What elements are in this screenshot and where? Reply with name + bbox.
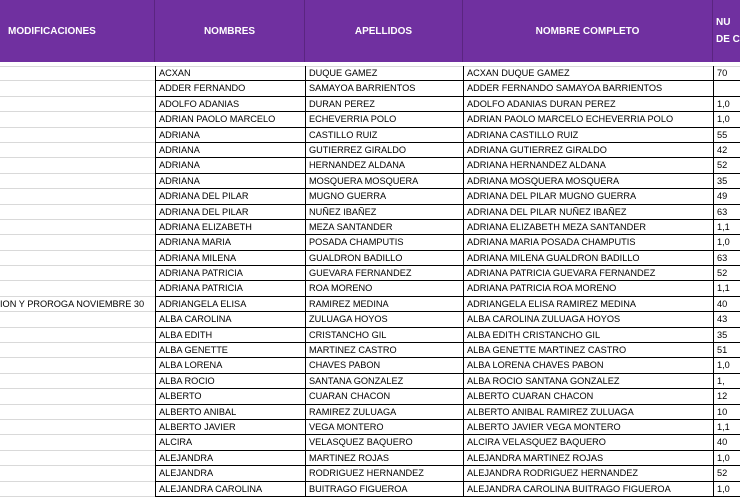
- cell-nombre-completo[interactable]: ALBA CAROLINA ZULUAGA HOYOS: [463, 312, 713, 327]
- cell-apellidos[interactable]: GUALDRON BADILLO: [305, 251, 463, 266]
- cell-nombres[interactable]: ADRIANA MARIA: [155, 235, 305, 250]
- cell-nombres[interactable]: ADRIANGELA ELISA: [155, 297, 305, 312]
- cell-nombres[interactable]: ALBA GENETTE: [155, 343, 305, 358]
- cell-numero[interactable]: 1,1: [713, 420, 740, 435]
- cell-modificaciones[interactable]: [0, 205, 155, 220]
- cell-modificaciones[interactable]: [0, 389, 155, 404]
- cell-modificaciones[interactable]: [0, 405, 155, 420]
- cell-nombres[interactable]: ADRIANA PATRICIA: [155, 281, 305, 296]
- cell-nombre-completo[interactable]: ACXAN DUQUE GAMEZ: [463, 66, 713, 81]
- cell-numero[interactable]: 63: [713, 251, 740, 266]
- table-row: [0, 343, 740, 358]
- cell-nombres[interactable]: ALBERTO ANIBAL: [155, 405, 305, 420]
- cell-numero[interactable]: 52: [713, 158, 740, 173]
- table-row: [0, 128, 740, 143]
- cell-numero[interactable]: 51: [713, 343, 740, 358]
- cell-numero[interactable]: 1,0: [713, 112, 740, 127]
- table-row: [0, 97, 740, 112]
- cell-modificaciones[interactable]: [0, 266, 155, 281]
- table-row: [0, 435, 740, 450]
- cell-apellidos[interactable]: DUQUE GAMEZ: [305, 66, 463, 81]
- cell-apellidos[interactable]: MARTINEZ CASTRO: [305, 343, 463, 358]
- table-row: [0, 205, 740, 220]
- cell-modificaciones[interactable]: [0, 466, 155, 481]
- header-nombre-completo[interactable]: NOMBRE COMPLETO: [463, 0, 713, 62]
- table-row: [0, 358, 740, 373]
- table-body: [0, 66, 740, 497]
- cell-nombres[interactable]: ADRIANA: [155, 158, 305, 173]
- cell-numero[interactable]: 70: [713, 66, 740, 81]
- cell-apellidos[interactable]: MOSQUERA MOSQUERA: [305, 174, 463, 189]
- table-row: [0, 251, 740, 266]
- cell-nombre-completo[interactable]: ADRIANA CASTILLO RUIZ: [463, 128, 713, 143]
- cell-modificaciones[interactable]: [0, 420, 155, 435]
- table-row: [0, 158, 740, 173]
- cell-modificaciones[interactable]: [0, 97, 155, 112]
- cell-apellidos[interactable]: SAMAYOA BARRIENTOS: [305, 81, 463, 96]
- cell-numero[interactable]: 12: [713, 389, 740, 404]
- table-row: [0, 174, 740, 189]
- cell-nombres[interactable]: ADDER FERNANDO: [155, 81, 305, 96]
- table-row: [0, 420, 740, 435]
- cell-numero[interactable]: 42: [713, 143, 740, 158]
- cell-modificaciones[interactable]: [0, 81, 155, 96]
- cell-modificaciones[interactable]: [0, 66, 155, 81]
- cell-nombres[interactable]: ADRIANA PATRICIA: [155, 266, 305, 281]
- cell-numero[interactable]: 52: [713, 266, 740, 281]
- cell-nombres[interactable]: ALCIRA: [155, 435, 305, 450]
- cell-nombre-completo[interactable]: ADRIANA ELIZABETH MEZA SANTANDER: [463, 220, 713, 235]
- cell-nombres[interactable]: ALEJANDRA: [155, 466, 305, 481]
- cell-nombre-completo[interactable]: ALCIRA VELASQUEZ BAQUERO: [463, 435, 713, 450]
- cell-numero[interactable]: 1,1: [713, 281, 740, 296]
- header-apellidos[interactable]: APELLIDOS: [305, 0, 463, 62]
- cell-apellidos[interactable]: ZULUAGA HOYOS: [305, 312, 463, 327]
- cell-apellidos[interactable]: NUÑEZ IBAÑEZ: [305, 205, 463, 220]
- header-modificaciones[interactable]: MODIFICACIONES: [0, 0, 155, 62]
- cell-modificaciones[interactable]: [0, 128, 155, 143]
- cell-apellidos[interactable]: MUGNO GUERRA: [305, 189, 463, 204]
- cell-numero[interactable]: 55: [713, 128, 740, 143]
- cell-apellidos[interactable]: HERNANDEZ ALDANA: [305, 158, 463, 173]
- cell-modificaciones[interactable]: [0, 343, 155, 358]
- cell-nombre-completo[interactable]: ADRIANA MOSQUERA MOSQUERA: [463, 174, 713, 189]
- cell-nombres[interactable]: ALEJANDRA: [155, 451, 305, 466]
- cell-apellidos[interactable]: CHAVES PABON: [305, 358, 463, 373]
- cell-nombre-completo[interactable]: ADOLFO ADANIAS DURAN PEREZ: [463, 97, 713, 112]
- cell-nombres[interactable]: ADRIANA DEL PILAR: [155, 189, 305, 204]
- cell-nombre-completo[interactable]: ADDER FERNANDO SAMAYOA BARRIENTOS: [463, 81, 713, 96]
- cell-numero[interactable]: 52: [713, 466, 740, 481]
- cell-nombre-completo[interactable]: ALBERTO JAVIER VEGA MONTERO: [463, 420, 713, 435]
- cell-apellidos[interactable]: CUARAN CHACON: [305, 389, 463, 404]
- cell-numero[interactable]: 10: [713, 405, 740, 420]
- table-row: [0, 112, 740, 127]
- cell-modificaciones[interactable]: [0, 482, 155, 497]
- cell-apellidos[interactable]: RAMIREZ MEDINA: [305, 297, 463, 312]
- header-nombres[interactable]: NOMBRES: [155, 0, 305, 62]
- table-row: [0, 189, 740, 204]
- cell-nombre-completo[interactable]: ADRIANGELA ELISA RAMIREZ MEDINA: [463, 297, 713, 312]
- cell-apellidos[interactable]: CASTILLO RUIZ: [305, 128, 463, 143]
- cell-nombres[interactable]: ADRIANA: [155, 174, 305, 189]
- cell-modificaciones[interactable]: [0, 328, 155, 343]
- cell-modificaciones[interactable]: [0, 251, 155, 266]
- cell-nombres[interactable]: ACXAN: [155, 66, 305, 81]
- cell-nombre-completo[interactable]: ALEJANDRA CAROLINA BUITRAGO FIGUEROA: [463, 482, 713, 497]
- cell-modificaciones[interactable]: [0, 189, 155, 204]
- table-row: [0, 143, 740, 158]
- cell-apellidos[interactable]: GUEVARA FERNANDEZ: [305, 266, 463, 281]
- cell-apellidos[interactable]: VELASQUEZ BAQUERO: [305, 435, 463, 450]
- cell-numero[interactable]: 40: [713, 297, 740, 312]
- cell-nombre-completo[interactable]: ALBA ROCIO SANTANA GONZALEZ: [463, 374, 713, 389]
- cell-nombres[interactable]: ALBERTO: [155, 389, 305, 404]
- cell-nombre-completo[interactable]: ALBERTO CUARAN CHACON: [463, 389, 713, 404]
- cell-modificaciones[interactable]: [0, 312, 155, 327]
- table-row: [0, 374, 740, 389]
- header-numero-line1: NU: [716, 17, 731, 28]
- table-row: [0, 405, 740, 420]
- cell-modificaciones[interactable]: [0, 235, 155, 250]
- table-row: [0, 297, 740, 312]
- cell-apellidos[interactable]: MEZA SANTANDER: [305, 220, 463, 235]
- cell-nombres[interactable]: ADRIANA ELIZABETH: [155, 220, 305, 235]
- cell-nombre-completo[interactable]: ALBERTO ANIBAL RAMIREZ ZULUAGA: [463, 405, 713, 420]
- cell-numero[interactable]: 49: [713, 189, 740, 204]
- cell-numero[interactable]: 1,0: [713, 97, 740, 112]
- cell-modificaciones[interactable]: ION Y PROROGA NOVIEMBRE 30: [0, 297, 155, 312]
- table-row: [0, 466, 740, 481]
- cell-nombres[interactable]: ALBA LORENA: [155, 358, 305, 373]
- table-row: [0, 66, 740, 81]
- table-row: [0, 220, 740, 235]
- cell-apellidos[interactable]: BUITRAGO FIGUEROA: [305, 482, 463, 497]
- cell-nombre-completo[interactable]: ADRIANA HERNANDEZ ALDANA: [463, 158, 713, 173]
- cell-apellidos[interactable]: MARTINEZ ROJAS: [305, 451, 463, 466]
- cell-numero[interactable]: 35: [713, 174, 740, 189]
- cell-nombres[interactable]: ADRIANA: [155, 128, 305, 143]
- cell-nombre-completo[interactable]: ALBA LORENA CHAVES PABON: [463, 358, 713, 373]
- table-row: [0, 312, 740, 327]
- cell-modificaciones[interactable]: [0, 435, 155, 450]
- cell-apellidos[interactable]: ROA MORENO: [305, 281, 463, 296]
- cell-nombres[interactable]: ALBA ROCIO: [155, 374, 305, 389]
- table-row: [0, 482, 740, 497]
- table-row: [0, 235, 740, 250]
- cell-nombre-completo[interactable]: ALBA GENETTE MARTINEZ CASTRO: [463, 343, 713, 358]
- cell-nombre-completo[interactable]: ALEJANDRA MARTINEZ ROJAS: [463, 451, 713, 466]
- cell-nombres[interactable]: ALBERTO JAVIER: [155, 420, 305, 435]
- cell-modificaciones[interactable]: [0, 220, 155, 235]
- cell-apellidos[interactable]: DURAN PEREZ: [305, 97, 463, 112]
- cell-numero[interactable]: 43: [713, 312, 740, 327]
- cell-nombre-completo[interactable]: ADRIANA DEL PILAR MUGNO GUERRA: [463, 189, 713, 204]
- cell-numero[interactable]: [713, 81, 740, 96]
- header-row: [0, 0, 740, 62]
- cell-nombre-completo[interactable]: ALBA EDITH CRISTANCHO GIL: [463, 328, 713, 343]
- cell-numero[interactable]: 1,0: [713, 358, 740, 373]
- cell-apellidos[interactable]: VEGA MONTERO: [305, 420, 463, 435]
- cell-modificaciones[interactable]: [0, 174, 155, 189]
- cell-nombre-completo[interactable]: ADRIANA PATRICIA GUEVARA FERNANDEZ: [463, 266, 713, 281]
- cell-nombre-completo[interactable]: ADRIANA GUTIERREZ GIRALDO: [463, 143, 713, 158]
- cell-apellidos[interactable]: RAMIREZ ZULUAGA: [305, 405, 463, 420]
- table-row: [0, 328, 740, 343]
- cell-numero[interactable]: 35: [713, 328, 740, 343]
- cell-apellidos[interactable]: POSADA CHAMPUTIS: [305, 235, 463, 250]
- cell-nombre-completo[interactable]: ADRIAN PAOLO MARCELO ECHEVERRIA POLO: [463, 112, 713, 127]
- cell-apellidos[interactable]: SANTANA GONZALEZ: [305, 374, 463, 389]
- cell-modificaciones[interactable]: [0, 158, 155, 173]
- cell-nombre-completo[interactable]: ADRIANA DEL PILAR NUÑEZ IBAÑEZ: [463, 205, 713, 220]
- table-row: [0, 266, 740, 281]
- cell-apellidos[interactable]: CRISTANCHO GIL: [305, 328, 463, 343]
- cell-nombres[interactable]: ALBA CAROLINA: [155, 312, 305, 327]
- cell-nombre-completo[interactable]: ADRIANA MILENA GUALDRON BADILLO: [463, 251, 713, 266]
- cell-apellidos[interactable]: GUTIERREZ GIRALDO: [305, 143, 463, 158]
- table-row: [0, 81, 740, 96]
- cell-numero[interactable]: 63: [713, 205, 740, 220]
- cell-nombres[interactable]: ADRIANA DEL PILAR: [155, 205, 305, 220]
- cell-nombres[interactable]: ADRIANA: [155, 143, 305, 158]
- cell-nombres[interactable]: ADRIAN PAOLO MARCELO: [155, 112, 305, 127]
- cell-nombres[interactable]: ALEJANDRA CAROLINA: [155, 482, 305, 497]
- cell-modificaciones[interactable]: [0, 281, 155, 296]
- cell-nombre-completo[interactable]: ALEJANDRA RODRIGUEZ HERNANDEZ: [463, 466, 713, 481]
- cell-numero[interactable]: 1,0: [713, 482, 740, 497]
- cell-modificaciones[interactable]: [0, 358, 155, 373]
- header-numero-line2: DE C: [716, 34, 740, 45]
- cell-numero[interactable]: 1,1: [713, 220, 740, 235]
- cell-numero[interactable]: 1,: [713, 374, 740, 389]
- cell-numero[interactable]: 1,0: [713, 451, 740, 466]
- cell-nombre-completo[interactable]: ADRIANA MARIA POSADA CHAMPUTIS: [463, 235, 713, 250]
- table-row: [0, 281, 740, 296]
- header-numero[interactable]: [713, 0, 740, 62]
- cell-modificaciones[interactable]: [0, 451, 155, 466]
- cell-apellidos[interactable]: ECHEVERRIA POLO: [305, 112, 463, 127]
- cell-numero[interactable]: 40: [713, 435, 740, 450]
- cell-nombres[interactable]: ALBA EDITH: [155, 328, 305, 343]
- cell-numero[interactable]: 1,0: [713, 235, 740, 250]
- cell-modificaciones[interactable]: [0, 374, 155, 389]
- cell-nombres[interactable]: ADRIANA MILENA: [155, 251, 305, 266]
- cell-nombres[interactable]: ADOLFO ADANIAS: [155, 97, 305, 112]
- table-row: [0, 451, 740, 466]
- cell-apellidos[interactable]: RODRIGUEZ HERNANDEZ: [305, 466, 463, 481]
- cell-nombre-completo[interactable]: ADRIANA PATRICIA ROA MORENO: [463, 281, 713, 296]
- cell-modificaciones[interactable]: [0, 143, 155, 158]
- cell-modificaciones[interactable]: [0, 112, 155, 127]
- table-row: [0, 389, 740, 404]
